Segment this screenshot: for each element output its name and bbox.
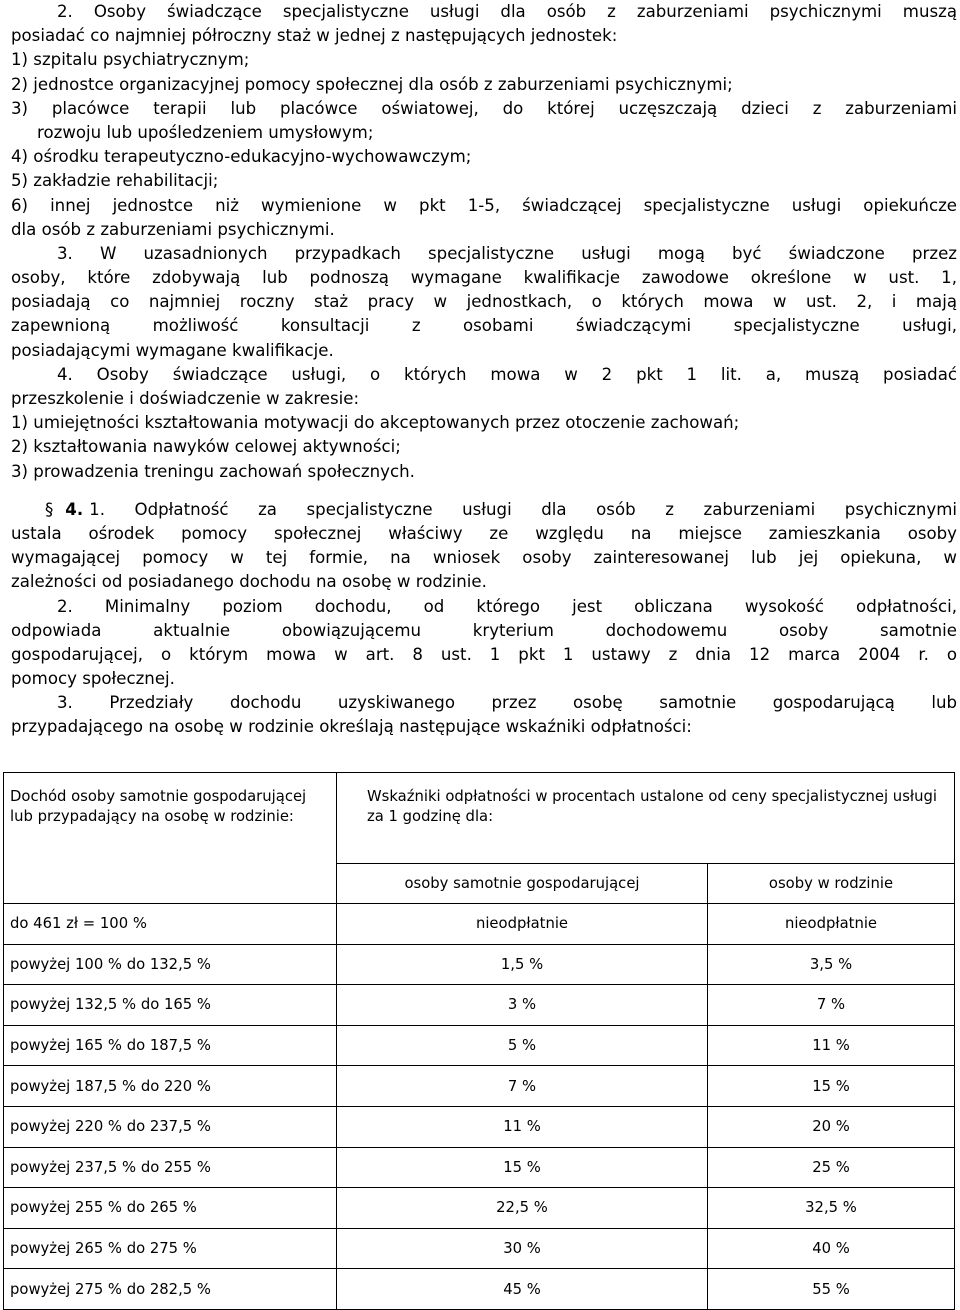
rate-family: 55 % — [708, 1269, 955, 1310]
table-row — [4, 1269, 955, 1310]
income-range: powyżej 132,5 % do 165 % — [4, 985, 337, 1026]
rate-single: 3 % — [337, 985, 708, 1026]
paragraph-line: odpowiada aktualnie obowiązującemu kryterium dochodowemu osoby samotnie — [11, 620, 957, 640]
table-row — [4, 1066, 955, 1107]
paragraph-line: pomocy społecznej. — [11, 669, 175, 689]
paragraph-line: przypadającego na osobę w rodzinie określają następujące wskaźniki odpłatności: — [11, 717, 692, 737]
paragraph-line: zapewnioną możliwość konsultacji z osobami świadczącymi specjalistyczne usługi, — [11, 316, 957, 336]
paragraph-line: posiadają co najmniej roczny staż pracy w jednostkach, o których mowa w ust. 2, i mają — [11, 292, 957, 312]
rate-family: 32,5 % — [708, 1188, 955, 1229]
list-item: 3) placówce terapii lub placówce oświatowej, do której uczęszczają dzieci z zaburzeniami — [11, 98, 957, 118]
rate-family: 7 % — [708, 985, 955, 1026]
paragraph-line: ustala ośrodek pomocy społecznej właściwy ze względu na miejsce zamieszkania osoby — [11, 523, 957, 543]
rate-family: 3,5 % — [708, 944, 955, 985]
rate-single: 45 % — [337, 1269, 708, 1310]
rate-family: 15 % — [708, 1066, 955, 1107]
rate-single: 7 % — [337, 1066, 708, 1107]
list-item: 5) zakładzie rehabilitacji; — [11, 171, 219, 191]
paragraph-line: 3. Przedziały dochodu uzyskiwanego przez osobę samotnie gospodarującą lub — [57, 693, 957, 713]
list-item: 3) prowadzenia treningu zachowań społecznych. — [11, 461, 415, 481]
fee-table — [3, 772, 955, 1310]
paragraph-line: przeszkolenie i doświadczenie w zakresie: — [11, 389, 360, 408]
income-range: powyżej 220 % do 237,5 % — [4, 1106, 337, 1147]
income-range: powyżej 237,5 % do 255 % — [4, 1147, 337, 1188]
header-income: Dochód osoby samotnie gospodarującej lub przypadający na osobę w rodzinie: — [4, 773, 337, 864]
rate-single: 1,5 % — [337, 944, 708, 985]
list-item: 2) jednostce organizacyjnej pomocy społecznej dla osób z zaburzeniami psychicznymi; — [11, 74, 733, 94]
col-header-family: osoby w rodzinie — [708, 864, 955, 904]
paragraph-line: posiadającymi wymagane kwalifikacje. — [11, 340, 334, 360]
paragraph-line: posiadać co najmniej półroczny staż w jednej z następujących jednostek: — [11, 26, 618, 46]
table-row — [4, 1147, 955, 1188]
paragraph-line: zależności od posiadanego dochodu na osobę w rodzinie. — [11, 572, 487, 592]
spacer — [11, 484, 957, 498]
list-item: 1) szpitalu psychiatrycznym; — [11, 50, 250, 70]
table-row — [4, 1228, 955, 1269]
table-row — [4, 1188, 955, 1229]
income-range: powyżej 255 % do 265 % — [4, 1188, 337, 1229]
list-item: 6) innej jednostce niż wymienione w pkt 1-5, świadczącej specjalistyczne usługi opiekuńcze — [11, 195, 957, 215]
rate-single: 22,5 % — [337, 1188, 708, 1229]
table-row — [4, 904, 955, 945]
table-header-row — [4, 773, 955, 864]
header-income-cont — [4, 864, 337, 904]
table-row — [4, 944, 955, 985]
list-item: 4) ośrodku terapeutyczno-edukacyjno-wychowawczym; — [11, 147, 472, 167]
paragraph-line: 2. Minimalny poziom dochodu, od którego jest obliczana wysokość odpłatności, — [57, 596, 957, 616]
rate-family: 40 % — [708, 1228, 955, 1269]
income-range: do 461 zł = 100 % — [4, 904, 337, 945]
paragraph-line: wymagającej pomocy w tej formie, na wniosek osoby zainteresowanej lub jej opiekuna, w — [11, 548, 957, 568]
income-range: powyżej 165 % do 187,5 % — [4, 1025, 337, 1066]
list-item-continuation: dla osób z zaburzeniami psychicznymi. — [11, 219, 335, 239]
rate-family: 11 % — [708, 1025, 955, 1066]
rate-single: 5 % — [337, 1025, 708, 1066]
paragraph-line: 4. Osoby świadczące usługi, o których mowa w 2 pkt 1 lit. a, muszą posiadać — [57, 364, 957, 384]
document-page — [11, 0, 957, 740]
rate-family: 25 % — [708, 1147, 955, 1188]
income-range: powyżej 265 % do 275 % — [4, 1228, 337, 1269]
table-row — [4, 1106, 955, 1147]
paragraph-line: 3. W uzasadnionych przypadkach specjalistyczne usługi mogą być świadczone przez — [57, 243, 957, 263]
section-number: 4. — [65, 499, 84, 519]
paragraph-line: 2. Osoby świadczące specjalistyczne usługi dla osób z zaburzeniami psychicznymi muszą — [57, 2, 957, 21]
income-range: powyżej 275 % do 282,5 % — [4, 1269, 337, 1310]
rate-single: 11 % — [337, 1106, 708, 1147]
paragraph-line: osoby, które zdobywają lub podnoszą wymagane kwalifikacje zawodowe określone w ust. 1, — [11, 268, 957, 288]
col-header-single: osoby samotnie gospodarującej — [337, 864, 708, 904]
list-item: 2) kształtowania nawyków celowej aktywności; — [11, 437, 401, 457]
section-4-heading-line — [11, 498, 957, 522]
list-item: 1) umiejętności kształtowania motywacji do akceptowanych przez otoczenie zachowań; — [11, 413, 740, 433]
header-rates: Wskaźniki odpłatności w procentach ustalone od ceny specjalistycznej usługi za 1 godzinę dla: — [337, 773, 955, 864]
table-row — [4, 1025, 955, 1066]
income-range: powyżej 100 % do 132,5 % — [4, 944, 337, 985]
rate-single: nieodpłatnie — [337, 904, 708, 945]
rate-single: 15 % — [337, 1147, 708, 1188]
paragraph-line: 1. Odpłatność za specjalistyczne usługi dla osób z zaburzeniami psychicznymi — [89, 499, 957, 519]
table-subheader-row — [4, 864, 955, 904]
section-sign: § — [45, 499, 54, 519]
list-item-continuation: rozwoju lub upośledzeniem umysłowym; — [37, 122, 374, 142]
paragraph-line: gospodarującej, o którym mowa w art. 8 ust. 1 pkt 1 ustawy z dnia 12 marca 2004 r. o — [11, 644, 957, 664]
table-row — [4, 985, 955, 1026]
rate-single: 30 % — [337, 1228, 708, 1269]
rate-family: nieodpłatnie — [708, 904, 955, 945]
income-range: powyżej 187,5 % do 220 % — [4, 1066, 337, 1107]
rate-family: 20 % — [708, 1106, 955, 1147]
